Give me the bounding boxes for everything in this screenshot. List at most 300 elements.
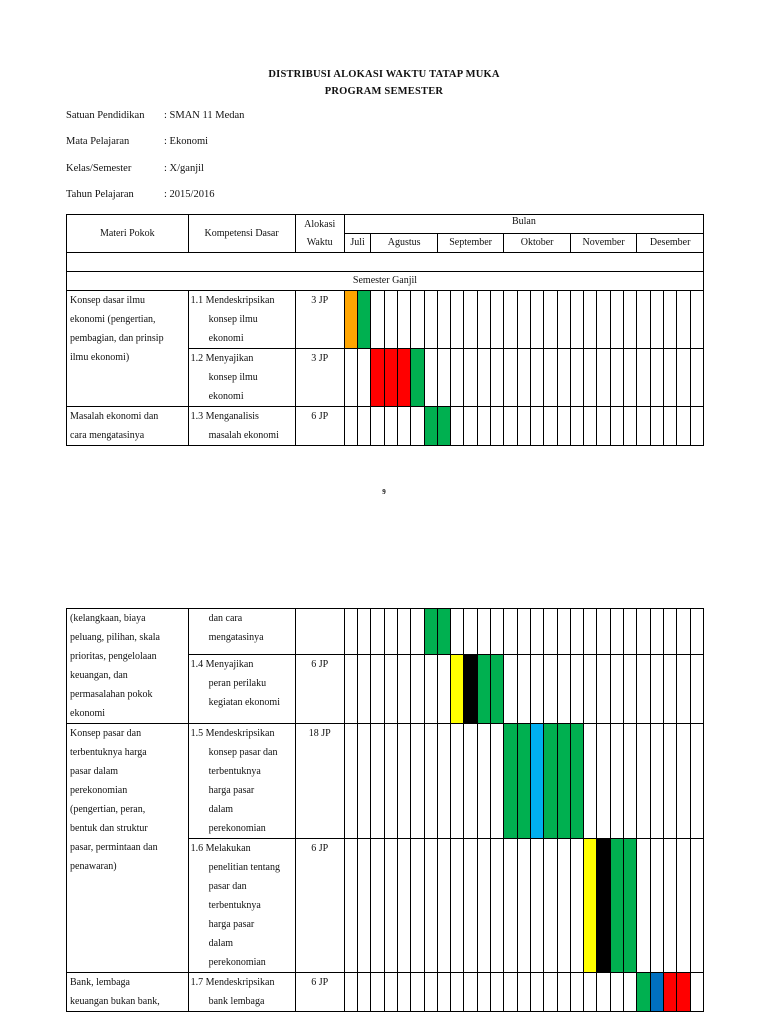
week-cell — [504, 407, 517, 446]
meta-value-tahun: : 2015/2016 — [164, 189, 215, 200]
week-cell — [358, 839, 371, 973]
week-cell — [557, 349, 570, 407]
week-cell — [530, 609, 543, 655]
week-cell — [504, 291, 517, 349]
week-cell — [637, 349, 650, 407]
meta-label-kelas: Kelas/Semester — [66, 163, 132, 174]
meta-value-kelas: : X/ganjil — [164, 163, 204, 174]
materi-line: keuangan bukan bank, — [70, 996, 160, 1007]
week-cell — [411, 839, 424, 973]
week-cell — [384, 407, 397, 446]
week-cell — [624, 291, 637, 349]
week-cell — [584, 655, 597, 724]
week-cell — [544, 655, 557, 724]
header-month-september: September — [437, 234, 503, 253]
week-cell — [544, 839, 557, 973]
week-cell — [451, 973, 464, 1012]
kd-line: konsep pasar dan — [208, 747, 278, 758]
week-cell — [464, 407, 477, 446]
header-alokasi-line2: Waktu — [306, 236, 333, 248]
week-cell-black — [464, 655, 477, 724]
week-cell — [464, 349, 477, 407]
week-cell — [570, 655, 583, 724]
week-cell — [424, 839, 437, 973]
materi-line: pasar, permintaan dan — [70, 842, 158, 853]
kd-line: terbentuknya — [208, 900, 261, 911]
week-cell — [477, 724, 490, 839]
materi-line: terbentuknya harga — [70, 747, 147, 758]
week-cell — [371, 609, 384, 655]
week-cell — [557, 839, 570, 973]
table-row — [67, 609, 704, 655]
week-cell — [517, 407, 530, 446]
week-cell — [477, 291, 490, 349]
week-cell-yellow — [451, 655, 464, 724]
week-cell-green — [637, 973, 650, 1012]
kd-line: peran perilaku — [208, 678, 267, 690]
week-cell — [464, 609, 477, 655]
week-cell — [344, 655, 357, 724]
meta-label-mapel: Mata Pelajaran — [66, 136, 130, 147]
kd-line: konsep ilmu — [208, 314, 258, 325]
week-cell — [358, 655, 371, 724]
week-cell — [477, 407, 490, 446]
week-cell — [398, 655, 411, 724]
header-kompetensi-dasar: Kompetensi Dasar — [188, 215, 295, 253]
week-cell — [424, 973, 437, 1012]
header-bulan: Bulan — [344, 215, 703, 234]
kd-line: bank lembaga — [208, 996, 265, 1007]
week-cell — [517, 349, 530, 407]
kd-line: 1.1 Mendeskripsikan — [190, 295, 275, 306]
week-cell — [517, 973, 530, 1012]
header-month-desember: Desember — [637, 234, 704, 253]
week-cell — [371, 291, 384, 349]
week-cell — [398, 291, 411, 349]
semester-label: Semester Ganjil — [67, 272, 704, 291]
week-cell — [411, 724, 424, 839]
document-subtitle: PROGRAM SEMESTER — [324, 86, 444, 97]
week-cell — [584, 609, 597, 655]
week-cell — [411, 609, 424, 655]
meta-value-mapel: : Ekonomi — [164, 136, 209, 147]
week-cell — [437, 839, 450, 973]
alokasi-waktu-cell: 6 JP — [295, 655, 344, 724]
week-cell — [624, 973, 637, 1012]
meta-value-satuan: : SMAN 11 Medan — [164, 110, 245, 121]
kd-line: terbentuknya — [208, 766, 261, 777]
week-cell-red — [398, 349, 411, 407]
week-cell — [690, 291, 703, 349]
week-cell — [437, 349, 450, 407]
kd-line: ekonomi — [208, 333, 244, 344]
week-cell-blue — [530, 724, 543, 839]
week-cell — [371, 407, 384, 446]
table-row — [67, 291, 704, 349]
header-month-juli: Juli — [344, 234, 371, 253]
week-cell — [677, 609, 690, 655]
week-cell — [597, 291, 610, 349]
week-cell — [610, 973, 623, 1012]
kd-line: 1.5 Mendeskripsikan — [190, 728, 275, 739]
week-cell — [384, 724, 397, 839]
schedule-table-page2 — [66, 608, 704, 1012]
kd-line: harga pasar — [208, 919, 255, 930]
week-cell — [437, 655, 450, 724]
kompetensi-dasar-cell — [188, 349, 295, 407]
week-cell-green — [570, 724, 583, 839]
kd-line: masalah ekonomi — [208, 430, 279, 441]
week-cell — [451, 839, 464, 973]
week-cell — [384, 609, 397, 655]
kd-line: konsep ilmu — [208, 372, 258, 383]
week-cell — [663, 291, 676, 349]
week-cell — [491, 291, 504, 349]
header-month-oktober: Oktober — [504, 234, 570, 253]
week-cell — [398, 609, 411, 655]
week-cell — [437, 724, 450, 839]
week-cell — [624, 724, 637, 839]
materi-line: keuangan, dan — [70, 670, 128, 681]
week-cell — [358, 973, 371, 1012]
week-cell — [491, 407, 504, 446]
week-cell — [570, 349, 583, 407]
week-cell-green — [437, 407, 450, 446]
kd-line: dan cara — [208, 613, 243, 624]
kd-line: pasar dan — [208, 881, 247, 892]
week-cell-red — [371, 349, 384, 407]
materi-line: penawaran) — [70, 861, 117, 872]
week-cell-green — [504, 724, 517, 839]
alokasi-waktu-cell: 6 JP — [295, 839, 344, 973]
header-alokasi-line1: Alokasi — [304, 218, 336, 230]
materi-pokok-cell — [67, 724, 189, 973]
alokasi-waktu-cell: 6 JP — [295, 407, 344, 446]
week-cell — [437, 973, 450, 1012]
week-cell — [597, 349, 610, 407]
week-cell — [358, 609, 371, 655]
materi-line: Bank, lembaga — [70, 977, 130, 988]
materi-line: ilmu ekonomi) — [70, 352, 130, 363]
week-cell-green — [424, 609, 437, 655]
kd-line: 1.4 Menyajikan — [190, 659, 254, 671]
week-cell — [424, 724, 437, 839]
week-cell — [610, 291, 623, 349]
document-title: DISTRIBUSI ALOKASI WAKTU TATAP MUKA — [268, 69, 500, 80]
week-cell-green — [424, 407, 437, 446]
kd-line: 1.6 Melakukan — [190, 843, 251, 854]
week-cell — [663, 839, 676, 973]
week-cell-green — [624, 839, 637, 973]
week-cell-yellow — [584, 839, 597, 973]
materi-pokok-cell — [67, 291, 189, 407]
alokasi-waktu-cell: 6 JP — [295, 973, 344, 1012]
materi-line: permasalahan pokok — [70, 689, 153, 700]
kd-line: 1.3 Menganalisis — [190, 411, 259, 422]
table-row — [67, 724, 704, 839]
week-cell — [384, 973, 397, 1012]
week-cell-black — [597, 839, 610, 973]
week-cell — [584, 407, 597, 446]
materi-pokok-cell — [67, 407, 189, 446]
week-cell — [637, 291, 650, 349]
week-cell — [530, 655, 543, 724]
week-cell — [398, 973, 411, 1012]
week-cell — [491, 973, 504, 1012]
week-cell — [424, 349, 437, 407]
week-cell — [544, 291, 557, 349]
week-cell — [624, 349, 637, 407]
week-cell — [344, 609, 357, 655]
week-cell — [650, 655, 663, 724]
week-cell — [344, 839, 357, 973]
week-cell — [663, 407, 676, 446]
kompetensi-dasar-cell — [188, 609, 295, 655]
week-cell — [451, 609, 464, 655]
week-cell — [544, 973, 557, 1012]
schedule-table-page1 — [66, 214, 704, 446]
header-materi-pokok: Materi Pokok — [67, 215, 189, 253]
week-cell — [411, 655, 424, 724]
week-cell — [570, 609, 583, 655]
week-cell — [464, 973, 477, 1012]
week-cell — [424, 655, 437, 724]
week-cell — [398, 724, 411, 839]
week-cell — [650, 291, 663, 349]
week-cell — [624, 407, 637, 446]
materi-line: peluang, pilihan, skala — [70, 632, 160, 643]
week-cell — [437, 291, 450, 349]
week-cell — [517, 839, 530, 973]
materi-line: (pengertian, peran, — [70, 804, 146, 815]
meta-label-satuan: Satuan Pendidikan — [66, 110, 145, 121]
week-cell — [637, 839, 650, 973]
week-cell — [584, 973, 597, 1012]
table-row — [67, 973, 704, 1012]
week-cell — [517, 609, 530, 655]
week-cell — [677, 839, 690, 973]
week-cell — [477, 609, 490, 655]
kompetensi-dasar-cell — [188, 973, 295, 1012]
week-cell — [610, 655, 623, 724]
week-cell — [451, 407, 464, 446]
week-cell — [690, 407, 703, 446]
week-cell — [584, 291, 597, 349]
week-cell — [650, 839, 663, 973]
week-cell-green — [358, 291, 371, 349]
week-cell — [411, 291, 424, 349]
week-cell — [411, 407, 424, 446]
week-cell — [597, 655, 610, 724]
week-cell — [530, 349, 543, 407]
week-cell — [637, 655, 650, 724]
week-cell — [358, 349, 371, 407]
week-cell — [624, 655, 637, 724]
week-cell — [690, 724, 703, 839]
kd-line: harga pasar — [208, 785, 255, 796]
week-cell — [530, 973, 543, 1012]
materi-line: prioritas, pengelolaan — [70, 651, 157, 662]
materi-line: ekonomi — [70, 708, 105, 719]
week-cell — [677, 655, 690, 724]
kd-line: dalam — [208, 804, 234, 815]
kompetensi-dasar-cell — [188, 407, 295, 446]
week-cell — [344, 349, 357, 407]
week-cell — [530, 407, 543, 446]
week-cell — [650, 407, 663, 446]
header-month-agustus: Agustus — [371, 234, 437, 253]
week-cell — [504, 655, 517, 724]
alokasi-waktu-cell: 18 JP — [295, 724, 344, 839]
week-cell-green — [544, 724, 557, 839]
week-cell — [610, 407, 623, 446]
materi-line: pasar dalam — [70, 766, 119, 777]
week-cell — [650, 349, 663, 407]
week-cell — [411, 973, 424, 1012]
kompetensi-dasar-cell — [188, 291, 295, 349]
week-cell — [597, 407, 610, 446]
week-cell — [530, 839, 543, 973]
week-cell — [610, 609, 623, 655]
kd-line: 1.7 Mendeskripsikan — [190, 977, 275, 988]
week-cell — [570, 973, 583, 1012]
week-cell — [690, 655, 703, 724]
week-cell — [344, 724, 357, 839]
week-cell — [451, 291, 464, 349]
materi-line: (kelangkaan, biaya — [70, 613, 146, 624]
week-cell — [371, 839, 384, 973]
table-row — [67, 407, 704, 446]
materi-line: ekonomi (pengertian, — [70, 314, 156, 325]
materi-pokok-cell — [67, 973, 189, 1012]
week-cell — [491, 724, 504, 839]
kd-line: kegiatan ekonomi — [208, 697, 280, 709]
week-cell — [477, 349, 490, 407]
materi-line: pembagian, dan prinsip — [70, 333, 164, 344]
week-cell — [517, 655, 530, 724]
week-cell — [597, 973, 610, 1012]
alokasi-waktu-cell: 3 JP — [295, 291, 344, 349]
week-cell-green — [517, 724, 530, 839]
week-cell — [557, 407, 570, 446]
week-cell — [504, 973, 517, 1012]
week-cell — [557, 291, 570, 349]
week-cell — [557, 609, 570, 655]
materi-line: bentuk dan struktur — [70, 823, 148, 834]
week-cell — [530, 291, 543, 349]
week-cell-green — [477, 655, 490, 724]
week-cell — [650, 609, 663, 655]
week-cell — [371, 973, 384, 1012]
kd-line: perekonomian — [208, 823, 266, 834]
materi-line: Masalah ekonomi dan — [70, 411, 159, 422]
page-number: 9 — [382, 488, 386, 496]
kompetensi-dasar-cell — [188, 655, 295, 724]
week-cell-red — [663, 973, 676, 1012]
week-cell-green — [610, 839, 623, 973]
week-cell-orange — [344, 291, 357, 349]
week-cell — [597, 724, 610, 839]
kd-line: 1.2 Menyajikan — [190, 353, 254, 364]
week-cell — [677, 724, 690, 839]
week-cell — [637, 407, 650, 446]
week-cell — [650, 724, 663, 839]
week-cell — [371, 655, 384, 724]
week-cell — [451, 724, 464, 839]
week-cell — [491, 349, 504, 407]
week-cell — [398, 839, 411, 973]
week-cell — [491, 839, 504, 973]
week-cell — [544, 407, 557, 446]
week-cell — [504, 349, 517, 407]
kd-line: perekonomian — [208, 957, 266, 968]
week-cell — [663, 349, 676, 407]
week-cell — [384, 291, 397, 349]
alokasi-waktu-cell: 3 JP — [295, 349, 344, 407]
week-cell — [597, 609, 610, 655]
week-cell — [504, 839, 517, 973]
alokasi-waktu-cell — [295, 609, 344, 655]
week-cell — [690, 839, 703, 973]
week-cell — [544, 609, 557, 655]
week-cell — [358, 407, 371, 446]
week-cell — [464, 839, 477, 973]
header-alokasi-waktu — [295, 215, 344, 253]
week-cell — [491, 609, 504, 655]
kompetensi-dasar-cell — [188, 839, 295, 973]
materi-pokok-cell — [67, 609, 189, 724]
materi-line: cara mengatasinya — [70, 430, 145, 441]
week-cell — [584, 724, 597, 839]
week-cell — [557, 973, 570, 1012]
week-cell — [677, 291, 690, 349]
week-cell — [610, 724, 623, 839]
week-cell-red — [677, 973, 690, 1012]
week-cell-green — [437, 609, 450, 655]
meta-label-tahun: Tahun Pelajaran — [66, 189, 134, 200]
week-cell — [690, 973, 703, 1012]
header-month-november: November — [570, 234, 636, 253]
week-cell — [344, 407, 357, 446]
kd-line: mengatasinya — [208, 632, 264, 643]
week-cell — [624, 609, 637, 655]
week-cell — [477, 973, 490, 1012]
week-cell — [384, 655, 397, 724]
week-cell — [544, 349, 557, 407]
week-cell — [344, 973, 357, 1012]
week-cell — [663, 655, 676, 724]
kompetensi-dasar-cell — [188, 724, 295, 839]
kd-line: penelitian tentang — [208, 862, 280, 873]
week-cell-dark-blue — [650, 973, 663, 1012]
kd-line: ekonomi — [208, 391, 244, 402]
week-cell — [637, 609, 650, 655]
week-cell — [517, 291, 530, 349]
week-cell — [384, 839, 397, 973]
week-cell — [690, 609, 703, 655]
week-cell — [504, 609, 517, 655]
week-cell — [451, 349, 464, 407]
week-cell — [637, 724, 650, 839]
week-cell-red — [384, 349, 397, 407]
week-cell — [358, 724, 371, 839]
week-cell — [677, 407, 690, 446]
week-cell — [610, 349, 623, 407]
week-cell — [663, 609, 676, 655]
week-cell — [557, 655, 570, 724]
week-cell — [464, 724, 477, 839]
week-cell — [570, 291, 583, 349]
